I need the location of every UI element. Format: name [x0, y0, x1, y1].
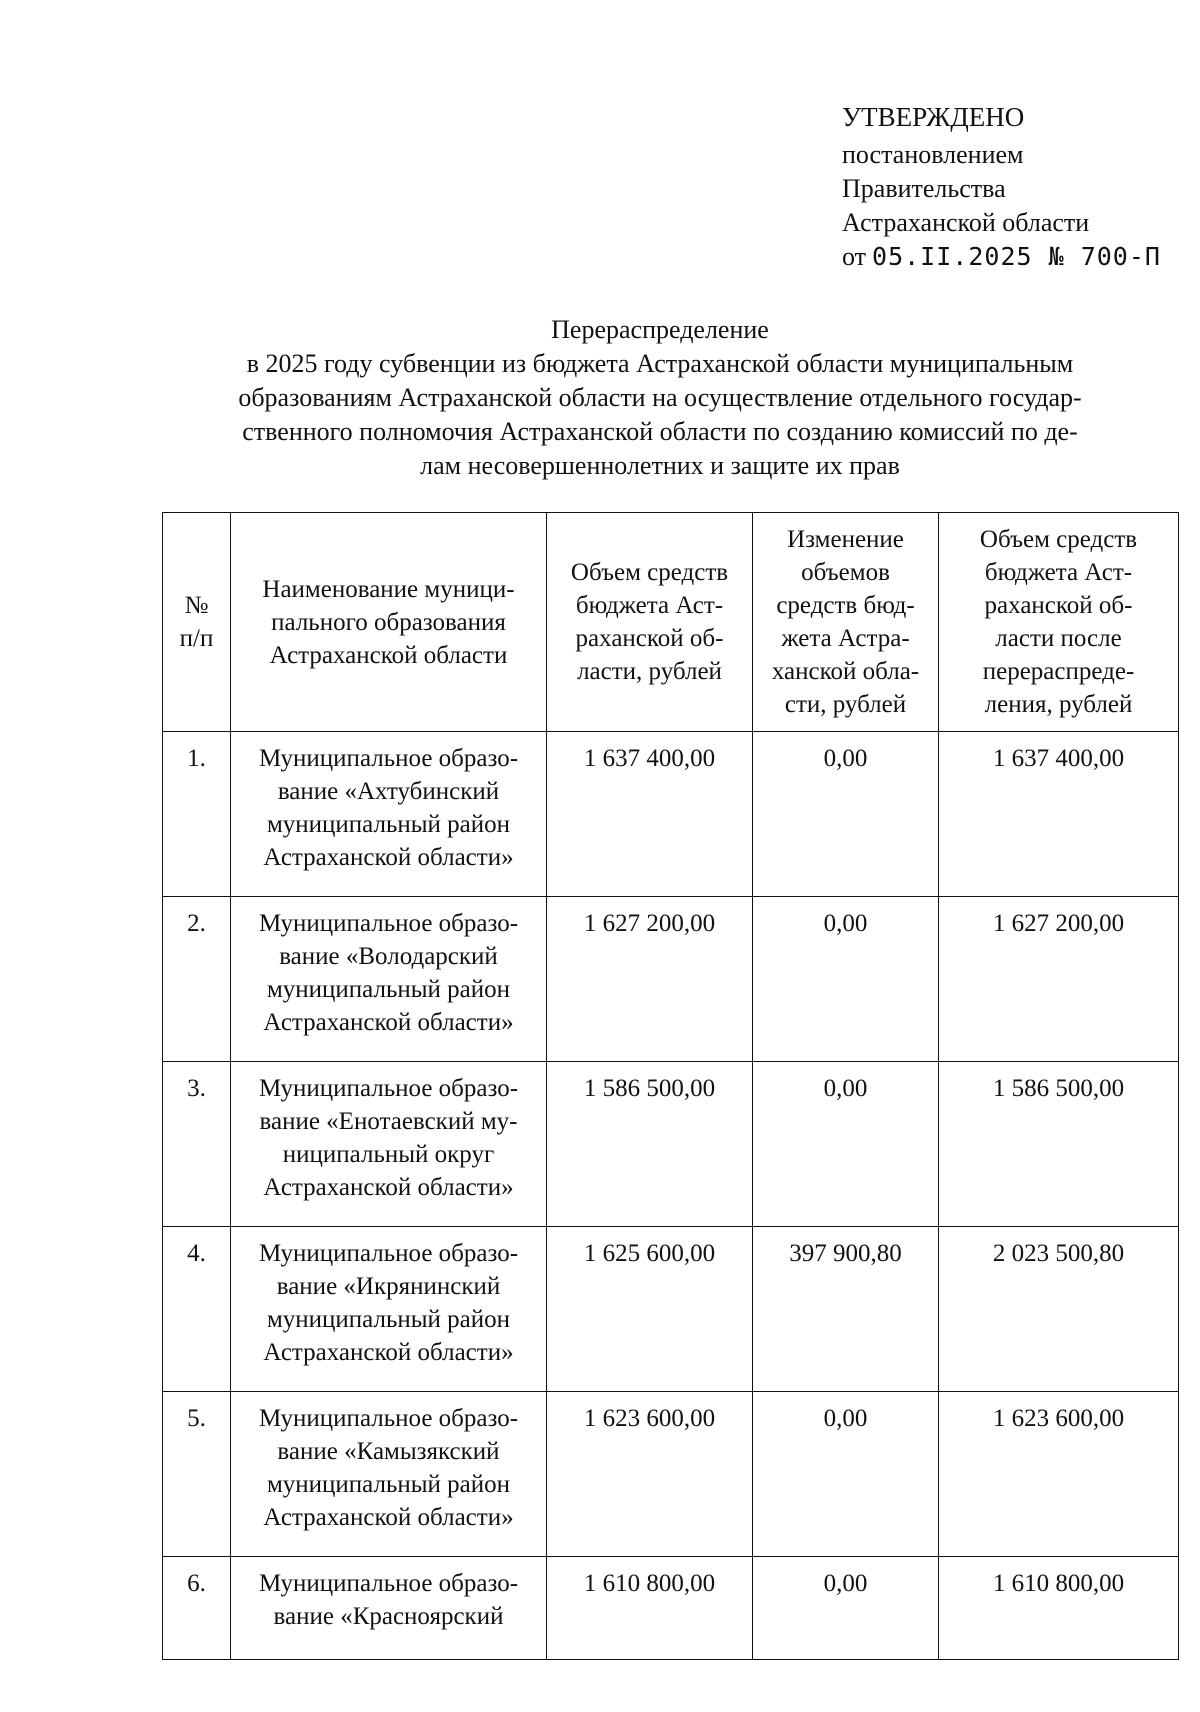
- header-text-line: ласти, рублей: [577, 658, 722, 685]
- municipality-name-line: Муниципальное образо-: [258, 1405, 519, 1432]
- approval-number-line: [842, 240, 1161, 274]
- header-text-line: объемов: [801, 559, 890, 586]
- municipality-name-line: муниципальный район: [266, 1471, 511, 1498]
- volume-before-value: 1 623 600,00: [547, 1392, 753, 1557]
- header-text-line: бюджета Аст-: [575, 592, 724, 619]
- municipality-name: [231, 1227, 547, 1392]
- municipality-name-line: Муниципальное образо-: [258, 1075, 519, 1102]
- header-text-line: средств бюд-: [776, 592, 915, 619]
- municipality-name-line: Муниципальное образо-: [258, 745, 519, 772]
- volume-before-value: 1 610 800,00: [547, 1557, 753, 1660]
- title-line-3: образованиям Астраханской области на осуществление отдельного государ-: [238, 383, 1082, 412]
- approval-block: [842, 100, 1161, 274]
- header-volume-after: [939, 513, 1179, 732]
- volume-after-value: 2 023 500,80: [939, 1227, 1179, 1392]
- municipality-name: [231, 1557, 547, 1660]
- header-text-line: ханской обла-: [771, 658, 920, 685]
- title-line-2: в 2025 году субвенции из бюджета Астраханской области муниципальным: [246, 349, 1074, 378]
- municipality-name: [231, 897, 547, 1062]
- header-text-line: ления, рублей: [984, 691, 1133, 718]
- volume-after-value: 1 627 200,00: [939, 897, 1179, 1062]
- row-number: 4.: [163, 1227, 231, 1392]
- approval-line-3: Астраханской области: [842, 208, 1090, 237]
- municipality-name-line: вание «Камызякский: [277, 1438, 500, 1465]
- header-change: [753, 513, 939, 732]
- municipality-name-line: муниципальный район: [266, 976, 511, 1003]
- change-value: 397 900,80: [753, 1227, 939, 1392]
- municipality-name-line: вание «Ахтубинский: [277, 778, 500, 805]
- municipality-name-line: Астраханской области»: [263, 1339, 514, 1366]
- change-value: 0,00: [753, 732, 939, 897]
- table-row: [163, 897, 1179, 1062]
- table-header-row: [163, 513, 1179, 732]
- municipality-name-line: вание «Икрянинский: [276, 1273, 501, 1300]
- volume-before-value: 1 637 400,00: [547, 732, 753, 897]
- volume-before-value: 1 627 200,00: [547, 897, 753, 1062]
- header-text-line: бюджета Аст-: [984, 559, 1133, 586]
- row-number: 1.: [163, 732, 231, 897]
- municipality-name-line: Астраханской области»: [263, 1009, 514, 1036]
- header-text-line: Изменение: [787, 526, 904, 553]
- header-text-line: раханской об-: [984, 592, 1133, 619]
- row-number: 6.: [163, 1557, 231, 1660]
- header-text-line: №: [184, 592, 209, 619]
- municipality-name-line: Астраханской области»: [263, 844, 514, 871]
- municipality-name: [231, 1062, 547, 1227]
- municipality-name-line: ниципальный округ: [282, 1141, 495, 1168]
- change-value: 0,00: [753, 1557, 939, 1660]
- approval-line-2: Правительства: [842, 174, 1006, 203]
- table-row: [163, 732, 1179, 897]
- municipality-name-line: Муниципальное образо-: [258, 1570, 519, 1597]
- table-row: [163, 1392, 1179, 1557]
- header-name: [231, 513, 547, 732]
- title-line-5: лам несовершеннолетних и защите их прав: [420, 451, 900, 480]
- municipality-name-line: Астраханской области»: [263, 1504, 514, 1531]
- header-text-line: ласти после: [995, 625, 1122, 652]
- row-number: 2.: [163, 897, 231, 1062]
- change-value: 0,00: [753, 1062, 939, 1227]
- municipality-name-line: муниципальный район: [266, 1306, 511, 1333]
- header-text-line: Астраханской области: [269, 641, 508, 669]
- municipality-name: [231, 732, 547, 897]
- header-volume-before: [547, 513, 753, 732]
- table-row: [163, 1227, 1179, 1392]
- header-text-line: пального образования: [271, 608, 506, 636]
- header-text-line: Объем средств: [979, 526, 1138, 553]
- volume-after-value: 1 610 800,00: [939, 1557, 1179, 1660]
- volume-before-value: 1 625 600,00: [547, 1227, 753, 1392]
- change-value: 0,00: [753, 1392, 939, 1557]
- approval-line-1: постановлением: [842, 140, 1024, 169]
- volume-after-value: 1 623 600,00: [939, 1392, 1179, 1557]
- document-title: [150, 313, 1170, 483]
- approval-date-number: 05.II.2025 № 700-П: [872, 242, 1161, 271]
- municipality-name-line: Муниципальное образо-: [258, 1240, 519, 1267]
- table-row: [163, 1557, 1179, 1660]
- municipality-name: [231, 1392, 547, 1557]
- header-text-line: Наименование муници-: [262, 575, 515, 603]
- municipality-name-line: вание «Енотаевский му-: [259, 1108, 518, 1135]
- municipality-name-line: Астраханской области»: [263, 1174, 514, 1201]
- municipality-name-line: вание «Володарский: [279, 943, 498, 970]
- title-line-4: ственного полномочия Астраханской области по созданию комиссий по де-: [242, 417, 1078, 446]
- approval-date-prefix: от: [842, 242, 867, 271]
- municipality-name-line: вание «Красноярский: [273, 1603, 504, 1630]
- change-value: 0,00: [753, 897, 939, 1062]
- volume-before-value: 1 586 500,00: [547, 1062, 753, 1227]
- header-text-line: Объем средств: [570, 559, 729, 586]
- volume-after-value: 1 586 500,00: [939, 1062, 1179, 1227]
- volume-after-value: 1 637 400,00: [939, 732, 1179, 897]
- row-number: 3.: [163, 1062, 231, 1227]
- title-line-1: Перераспределение: [551, 315, 769, 344]
- header-text-line: раханской об-: [575, 625, 724, 652]
- budget-table: [162, 512, 1179, 1660]
- row-number: 5.: [163, 1392, 231, 1557]
- table-row: [163, 1062, 1179, 1227]
- header-text-line: жета Астра-: [781, 625, 910, 652]
- header-text-line: перераспреде-: [982, 658, 1135, 685]
- approval-heading: УТВЕРЖДЕНО: [842, 102, 1025, 132]
- header-text-line: сти, рублей: [784, 691, 907, 718]
- header-num: [163, 513, 231, 732]
- header-text-line: п/п: [179, 625, 214, 652]
- municipality-name-line: Муниципальное образо-: [258, 910, 519, 937]
- municipality-name-line: муниципальный район: [266, 811, 511, 838]
